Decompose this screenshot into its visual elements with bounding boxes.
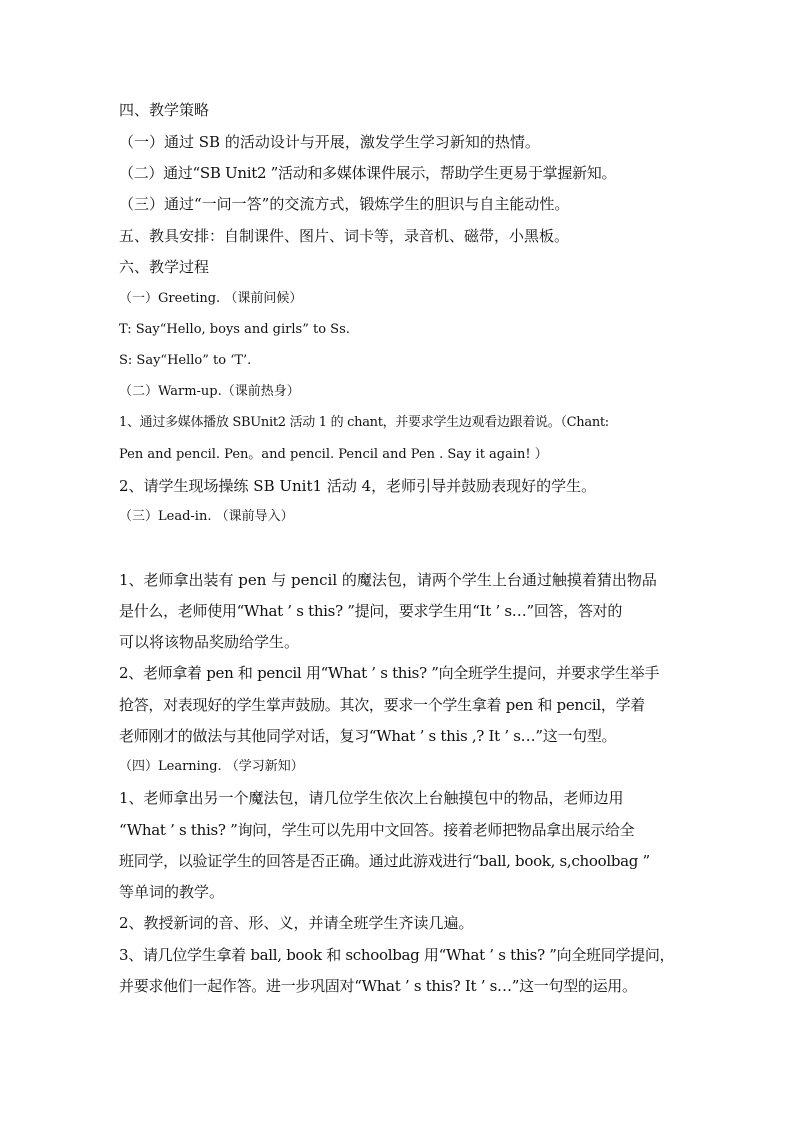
paragraph-line: 抢答，对表现好的学生掌声鼓励。其次，要求一个学生拿着 pen 和 pencil，学着 [119, 696, 645, 714]
section-heading-strategy: 四、教学策略 [119, 101, 210, 119]
paragraph-line: 2、请学生现场操练 SB Unit1 活动 4，老师引导并鼓励表现好的学生。 [119, 477, 597, 495]
paragraph-line: 1、通过多媒体播放 SBUnit2 活动 1 的 chant，并要求学生边观看边跟着说。（Chant: [119, 415, 609, 430]
paragraph-line: 3、请几位学生拿着 ball, book 和 schoolbag 用“What ’ s this? ”向全班同学提问， [119, 946, 675, 964]
section-heading-materials: 五、教具安排：自制课件、图片、词卡等，录音机、磁带，小黑板。 [119, 227, 570, 245]
paragraph-line: 可以将该物品奖励给学生。 [119, 633, 300, 651]
paragraph-line: 并要求他们一起作答。进一步巩固对“What ’ s this? It ’ s…”这一句型的运用。 [119, 977, 637, 995]
paragraph-line: 1、老师拿出另一个魔法包，请几位学生依次上台触摸包中的物品，老师边用 [119, 789, 624, 807]
subsection-heading-learning: （四）Learning. （学习新知） [119, 759, 304, 774]
paragraph-line: S: Say“Hello” to ‘T’. [119, 353, 252, 368]
paragraph-line: （一）通过 SB 的活动设计与开展，激发学生学习新知的热情。 [119, 133, 540, 151]
paragraph-line: 2、老师拿着 pen 和 pencil 用“What ’ s this? ”向全班学生提问，并要求学生举手 [119, 664, 660, 682]
paragraph-line: 2、教授新词的音、形、义，并请全班学生齐读几遍。 [119, 914, 474, 932]
paragraph-line: 是什么，老师使用“What ’ s this? ”提问，要求学生用“It ’ s…”回答，答对的 [119, 602, 623, 620]
paragraph-line: 1、老师拿出装有 pen 与 pencil 的魔法包，请两个学生上台通过触摸着猜出物品 [119, 571, 657, 589]
paragraph-line: 班同学，以验证学生的回答是否正确。通过此游戏进行“ball, book, s,choolbag ” [119, 852, 650, 870]
paragraph-line: 等单词的教学。 [119, 883, 225, 901]
subsection-heading-warmup: （二）Warm-up.（课前热身） [119, 384, 300, 399]
paragraph-line: 老师刚才的做法与其他同学对话，复习“What ’ s this ,? It ’ s…”这一句型。 [119, 727, 617, 745]
subsection-heading-leadin: （三）Lead-in. （课前导入） [119, 509, 294, 524]
section-heading-process: 六、教学过程 [119, 258, 210, 276]
subsection-heading-greeting: （一）Greeting. （课前问候） [119, 291, 303, 306]
paragraph-line: （三）通过“一问一答”的交流方式，锻炼学生的胆识与自主能动性。 [119, 195, 570, 213]
paragraph-line: “What ’ s this? ”询问，学生可以先用中文回答。接着老师把物品拿出展示给全 [119, 821, 635, 839]
paragraph-line: T: Say“Hello, boys and girls” to Ss. [119, 322, 350, 337]
paragraph-line: Pen and pencil. Pen。and pencil. Pencil and Pen . Say it again! ） [119, 447, 548, 462]
paragraph-line: （二）通过“SB Unit2 ”活动和多媒体课件展示，帮助学生更易于掌握新知。 [119, 164, 617, 182]
